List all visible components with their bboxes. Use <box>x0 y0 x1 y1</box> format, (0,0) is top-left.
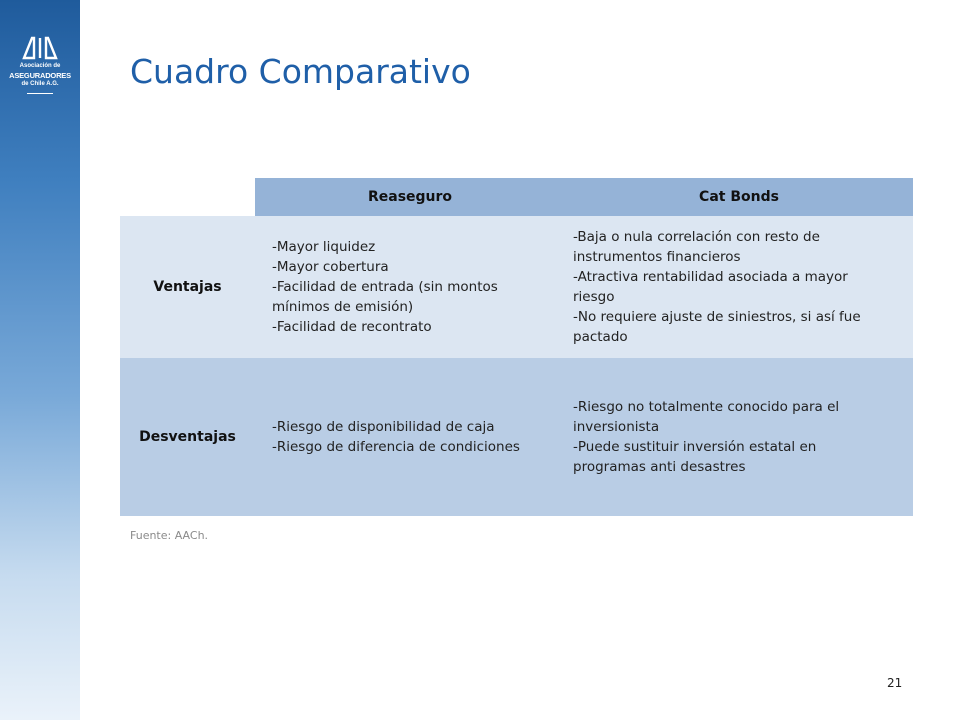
sidebar-band <box>0 0 80 720</box>
page-title: Cuadro Comparativo <box>130 52 471 91</box>
logo-line-1: Asociación de <box>19 63 61 69</box>
cell-line: mínimos de emisión) <box>272 299 414 315</box>
cell-line: -Riesgo de disponibilidad de caja <box>272 419 495 435</box>
cell-line: -Baja o nula correlación con resto de <box>573 229 820 245</box>
header-reaseguro: Reaseguro <box>255 178 565 216</box>
logo-divider <box>27 93 53 94</box>
cell-line: -Facilidad de entrada (sin montos <box>272 279 498 295</box>
row-label-ventajas: Ventajas <box>153 279 222 295</box>
cell-line: -Facilidad de recontrato <box>272 319 432 335</box>
cell-line: -Mayor liquidez <box>272 239 376 255</box>
company-logo <box>6 36 74 94</box>
ventajas-cat-bonds-cell <box>565 216 913 358</box>
cell-line: -Atractiva rentabilidad asociada a mayor <box>573 269 848 285</box>
table-corner <box>120 178 255 216</box>
cell-line: instrumentos financieros <box>573 249 741 265</box>
table-row-ventajas <box>120 216 913 358</box>
desventajas-reaseguro-cell <box>255 358 565 516</box>
cell-line: -Riesgo de diferencia de condiciones <box>272 439 520 455</box>
ventajas-reaseguro-text <box>272 237 498 337</box>
aach-logo-icon <box>20 36 60 60</box>
logo-line-3: de Chile A.G. <box>21 81 59 87</box>
cell-line: -No requiere ajuste de siniestros, si así fue <box>573 309 861 325</box>
logo-line-2: ASEGURADORES <box>9 71 71 80</box>
cell-line: inversionista <box>573 419 660 435</box>
desventajas-reaseguro-text <box>272 417 520 457</box>
source-note: Fuente: AACh. <box>130 529 209 542</box>
comparison-table <box>120 178 913 516</box>
cell-line: riesgo <box>573 289 615 305</box>
cell-line: -Riesgo no totalmente conocido para el <box>573 399 840 415</box>
table-header-row <box>120 178 913 216</box>
desventajas-cat-bonds-cell <box>565 358 913 516</box>
cell-line: pactado <box>573 329 628 345</box>
cell-line: -Puede sustituir inversión estatal en <box>573 439 817 455</box>
cell-line: programas anti desastres <box>573 459 746 475</box>
desventajas-cat-bonds-text <box>573 397 839 477</box>
table-row-desventajas <box>120 358 913 516</box>
page-number: 21 <box>887 676 903 690</box>
ventajas-reaseguro-cell <box>255 216 565 358</box>
header-cat-bonds: Cat Bonds <box>565 178 913 216</box>
cell-line: -Mayor cobertura <box>272 259 389 275</box>
row-label-desventajas: Desventajas <box>139 429 236 445</box>
ventajas-cat-bonds-text <box>573 227 861 347</box>
